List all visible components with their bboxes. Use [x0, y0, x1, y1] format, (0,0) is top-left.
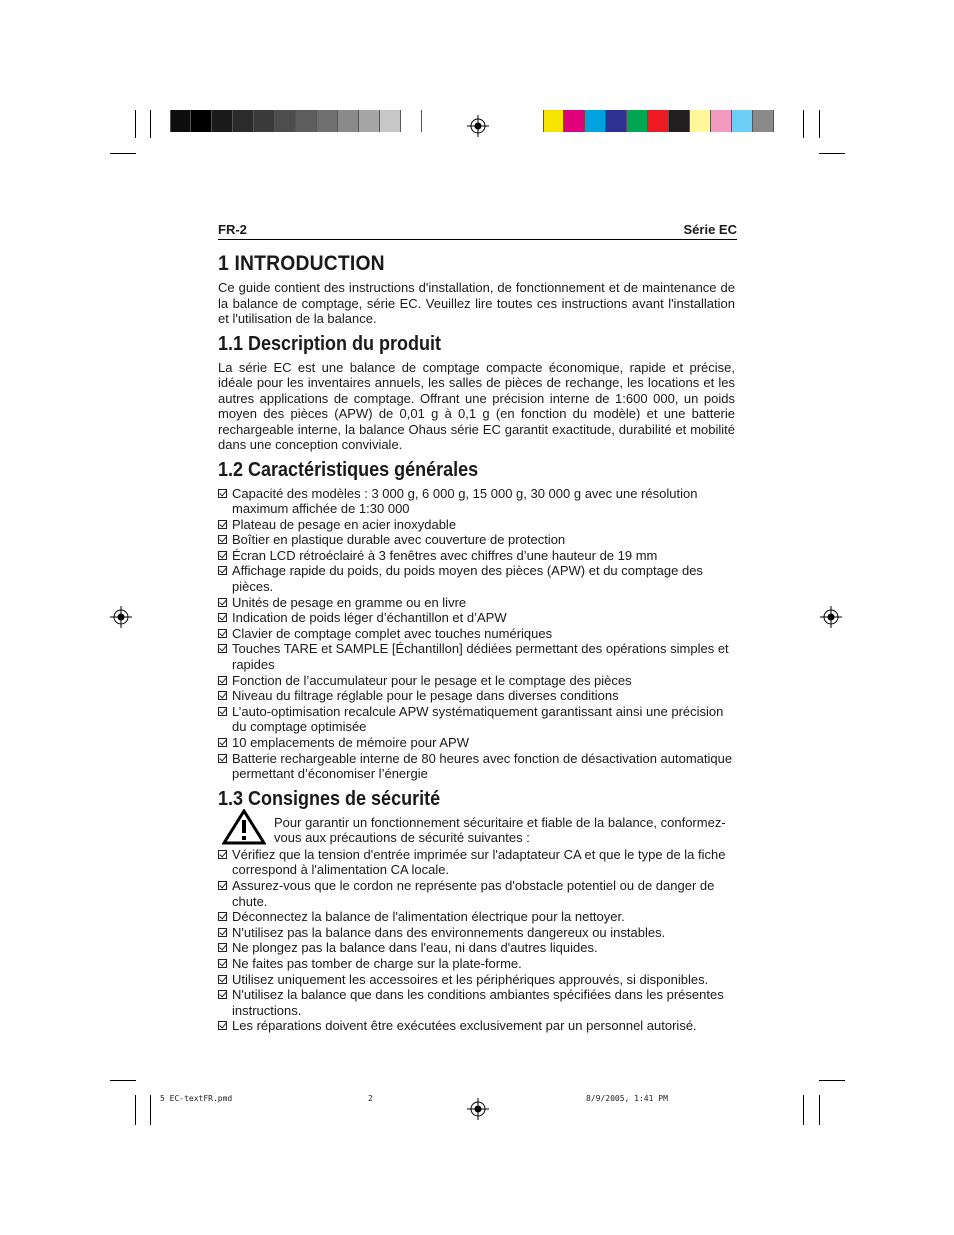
checkbox-icon [218, 738, 227, 747]
list-item [218, 1018, 735, 1034]
safety-list [218, 847, 735, 1034]
checkbox-icon [218, 691, 227, 700]
crop-mark [110, 1080, 136, 1081]
list-item [218, 486, 735, 517]
checkbox-icon [218, 629, 227, 638]
list-item [218, 878, 735, 909]
registration-mark-icon [467, 1098, 489, 1120]
list-item [218, 626, 735, 642]
checkbox-icon [218, 489, 227, 498]
checkbox-icon [218, 881, 227, 890]
list-item-text: N'utilisez pas la balance dans des environnements dangereux ou instables. [232, 924, 666, 940]
color-swatch [690, 110, 711, 132]
checkbox-icon [218, 990, 227, 999]
color-swatch [585, 110, 606, 132]
section-title-product-description: 1.1 Description du produit [218, 332, 442, 355]
registration-mark-icon [110, 606, 132, 628]
crop-mark [803, 1095, 804, 1125]
checkbox-icon [218, 551, 227, 560]
color-swatch [191, 110, 212, 132]
crop-mark [819, 110, 820, 138]
grayscale-calibration-bar [170, 110, 422, 132]
list-item-text: L’auto-optimisation recalcule APW systématiquement garantissant ainsi une précision du comptage optimisée [232, 703, 724, 735]
list-item [218, 987, 735, 1018]
checkbox-icon [218, 850, 227, 859]
checkbox-icon [218, 912, 227, 921]
safety-warning-text: Pour garantir un fonctionnement sécuritaire et fiable de la balance, conformez-vous aux précautions de sécurité suivantes : [274, 814, 726, 846]
list-item-text: Niveau du filtrage réglable pour le pesage dans diverses conditions [232, 688, 619, 704]
list-item-text: Affichage rapide du poids, du poids moyen des pièces (APW) et du comptage des pièces. [232, 563, 703, 595]
list-item-text: Clavier de comptage complet avec touches numériques [232, 625, 553, 641]
list-item [218, 704, 735, 735]
crop-mark [819, 1080, 845, 1081]
color-swatch [170, 110, 191, 132]
footer-page: 2 [368, 1094, 373, 1103]
list-item [218, 595, 735, 611]
crop-mark [110, 153, 136, 154]
color-calibration-bar [543, 110, 774, 132]
color-swatch [359, 110, 380, 132]
checkbox-icon [218, 928, 227, 937]
checkbox-icon [218, 707, 227, 716]
crop-mark [150, 1095, 151, 1125]
list-item [218, 532, 735, 548]
checkbox-icon [218, 959, 227, 968]
crop-mark [803, 110, 804, 138]
color-swatch [564, 110, 585, 132]
color-swatch [317, 110, 338, 132]
list-item-text: Boîtier en plastique durable avec couverture de protection [232, 532, 566, 548]
list-item [218, 847, 735, 878]
color-swatch [732, 110, 753, 132]
registration-mark-icon [820, 606, 842, 628]
page-content [218, 222, 735, 1034]
list-item [218, 940, 735, 956]
checkbox-icon [218, 566, 227, 575]
color-swatch [753, 110, 774, 132]
list-item [218, 641, 735, 672]
footer-date: 8/9/2005, 1:41 PM [586, 1094, 668, 1103]
color-swatch [627, 110, 648, 132]
list-item-text: Touches TARE et SAMPLE [Échantillon] dédiées permettant des opérations simples et rapides [232, 641, 729, 673]
list-item [218, 517, 735, 533]
page-number-label: FR-2 [218, 222, 247, 237]
checkbox-icon [218, 1021, 227, 1030]
color-swatch [233, 110, 254, 132]
color-swatch [401, 110, 422, 132]
list-item [218, 735, 735, 751]
list-item [218, 688, 735, 704]
list-item [218, 972, 735, 988]
checkbox-icon [218, 975, 227, 984]
color-swatch [296, 110, 317, 132]
introduction-text: Ce guide contient des instructions d'installation, de fonctionnement et de maintenance de la balance de comptage, série EC. Veuillez lire toutes ces instructions avant l'installation et l'utilisation de la balance. [218, 280, 735, 326]
checkbox-icon [218, 676, 227, 685]
checkbox-icon [218, 598, 227, 607]
list-item-text: Vérifiez que la tension d'entrée imprimée sur l'adaptateur CA et que le type de la fiche correspond à l'alimentation CA locale. [232, 846, 726, 878]
list-item [218, 610, 735, 626]
list-item-text: N'utilisez la balance que dans les conditions ambiantes spécifiées dans les présentes instructions. [232, 987, 724, 1018]
footer-filename: 5 EC-textFR.pmd [160, 1094, 233, 1103]
crop-mark [135, 110, 136, 138]
color-swatch [275, 110, 296, 132]
checkbox-icon [218, 535, 227, 544]
color-swatch [606, 110, 627, 132]
list-item-text: Unités de pesage en gramme ou en livre [232, 594, 467, 610]
color-swatch [669, 110, 690, 132]
crop-mark [819, 153, 845, 154]
list-item-text: Capacité des modèles : 3 000 g, 6 000 g, 15 000 g, 30 000 g avec une résolution maximum affichée de 1:30 000 [232, 485, 698, 517]
list-item-text: 10 emplacements de mémoire pour APW [232, 735, 469, 750]
color-swatch [648, 110, 669, 132]
list-item-text: Fonction de l’accumulateur pour le pesage et le comptage des pièces [232, 672, 632, 688]
section-title-safety: 1.3 Consignes de sécurité [218, 787, 441, 810]
color-swatch [212, 110, 233, 132]
list-item-text: Utilisez uniquement les accessoires et les périphériques approuvés, si disponibles. [232, 971, 709, 987]
list-item-text: Les réparations doivent être exécutées exclusivement par un personnel autorisé. [232, 1018, 697, 1034]
list-item-text: Déconnectez la balance de l'alimentation électrique pour la nettoyer. [232, 909, 625, 925]
list-item [218, 673, 735, 689]
list-item-text: Ne faites pas tomber de charge sur la plate-forme. [232, 955, 522, 971]
safety-warning [218, 815, 735, 847]
color-swatch [711, 110, 732, 132]
list-item-text: Assurez-vous que le cordon ne représente pas d'obstacle potentiel ou de danger de chute. [232, 877, 715, 909]
crop-mark [819, 1095, 820, 1125]
color-swatch [338, 110, 359, 132]
list-item [218, 956, 735, 972]
product-description-text: La série EC est une balance de comptage compacte économique, rapide et précise, idéale pour les inventaires annuels, les salles de pièces de rechange, les locations et les autres applications de comptage. Offrant une précision interne de 1:600 000, un poids moyen des pièces (APW) de 0,01 g à 0,1 g (en fonction du modèle) et une batterie rechargeable interne, la balance Ohaus série EC garantit exactitude, durabilité et mobilité dans une conception conviviale. [218, 359, 735, 452]
checkbox-icon [218, 520, 227, 529]
list-item [218, 563, 735, 594]
color-swatch [254, 110, 275, 132]
list-item [218, 751, 735, 782]
section-title-features: 1.2 Caractéristiques générales [218, 458, 479, 481]
series-label: Série EC [683, 222, 737, 237]
list-item-text: Indication de poids léger d’échantillon et d’APW [232, 610, 507, 626]
running-header [218, 222, 737, 240]
checkbox-icon [218, 943, 227, 952]
crop-mark [150, 110, 151, 138]
checkbox-icon [218, 613, 227, 622]
color-swatch [380, 110, 401, 132]
features-list [218, 486, 735, 782]
crop-mark [135, 1095, 136, 1125]
list-item [218, 925, 735, 941]
list-item [218, 548, 735, 564]
list-item-text: Batterie rechargeable interne de 80 heures avec fonction de désactivation automatique permettant d’économiser l’énergie [232, 750, 733, 782]
color-swatch [543, 110, 564, 132]
list-item-text: Ne plongez pas la balance dans l'eau, ni dans d'autres liquides. [232, 940, 598, 956]
registration-mark-icon [467, 115, 489, 137]
list-item-text: Écran LCD rétroéclairé à 3 fenêtres avec chiffres d’une hauteur de 19 mm [232, 547, 658, 563]
section-title-introduction: 1 INTRODUCTION [218, 252, 385, 275]
checkbox-icon [218, 644, 227, 653]
list-item-text: Plateau de pesage en acier inoxydable [232, 516, 457, 532]
warning-triangle-icon [222, 809, 266, 845]
list-item [218, 909, 735, 925]
checkbox-icon [218, 754, 227, 763]
